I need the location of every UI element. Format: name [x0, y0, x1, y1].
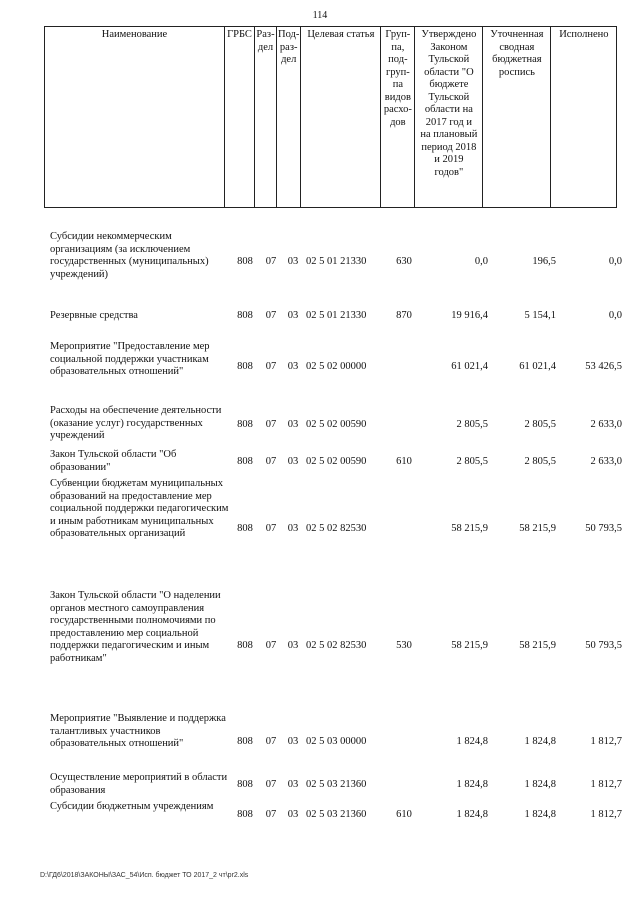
- row-refined: 5 154,1: [524, 310, 556, 321]
- table-row: [44, 713, 624, 769]
- row-article: 02 5 02 82530: [306, 523, 367, 534]
- row-approved: 58 215,9: [451, 523, 488, 534]
- row-grbs: 808: [237, 361, 253, 372]
- row-article: 02 5 01 21330: [306, 310, 367, 321]
- row-podrazdel: 03: [287, 640, 299, 651]
- table-row: [44, 405, 624, 445]
- row-podrazdel: 03: [287, 736, 299, 747]
- table-row: [44, 449, 624, 476]
- row-name: Осуществление мероприятий в области образования: [50, 772, 228, 796]
- row-name: Резервные средства: [50, 310, 138, 321]
- row-approved: 19 916,4: [451, 310, 488, 321]
- row-name: Мероприятие "Выявление и поддержка талантливых участников образовательных отношений": [50, 713, 226, 749]
- row-article: 02 5 02 00590: [306, 456, 367, 467]
- row-podrazdel: 03: [287, 779, 299, 790]
- row-grbs: 808: [237, 456, 253, 467]
- row-razdel: 07: [265, 809, 277, 820]
- row-executed: 50 793,5: [585, 523, 622, 534]
- header-name: Наименование: [45, 27, 225, 208]
- table-row: [44, 310, 624, 324]
- row-article: 02 5 03 21360: [306, 779, 367, 790]
- row-article: 02 5 03 00000: [306, 736, 367, 747]
- row-executed: 0,0: [608, 310, 622, 321]
- row-razdel: 07: [265, 779, 277, 790]
- row-executed: 1 812,7: [590, 809, 622, 820]
- row-razdel: 07: [265, 361, 277, 372]
- row-grbs: 808: [237, 523, 253, 534]
- row-name: Закон Тульской области "О наделении органов местного самоуправления государственными полномочиями по предоставлению мер социальной поддержки педагогическим и иным работникам": [50, 590, 221, 664]
- row-grbs: 808: [237, 310, 253, 321]
- row-grbs: 808: [237, 736, 253, 747]
- row-grbs: 808: [237, 640, 253, 651]
- row-executed: 1 812,7: [590, 736, 622, 747]
- row-podrazdel: 03: [287, 361, 299, 372]
- row-refined: 2 805,5: [524, 419, 556, 430]
- row-name: Мероприятие "Предоставление мер социальной поддержки участникам образовательных отношений": [50, 341, 210, 377]
- row-podrazdel: 03: [287, 523, 299, 534]
- header-approved: Утверждено Законом Тульской области "О бюджете Тульской области на 2017 год и на плановый период 2018 и 2019 годов": [415, 27, 483, 208]
- row-article: 02 5 02 00590: [306, 419, 367, 430]
- header-podrazdel: Под- раз- дел: [277, 27, 301, 208]
- table-row: [44, 341, 624, 397]
- row-approved: 1 824,8: [456, 809, 488, 820]
- row-article: 02 5 02 82530: [306, 640, 367, 651]
- row-grbs: 808: [237, 779, 253, 790]
- header-razdel: Раз- дел: [255, 27, 277, 208]
- row-approved: 58 215,9: [451, 640, 488, 651]
- row-razdel: 07: [265, 640, 277, 651]
- file-path-footer: D:\ГД6\2018\ЗАКОНЫ\ЗАС_54\Исп. бюджет ТО 2017_2 чт\pr2.xls: [40, 872, 249, 879]
- row-name: Субвенции бюджетам муниципальных образований на предоставление мер социальной поддержки педагогическим и иным работникам муниципальных образовательных организаций: [50, 478, 229, 539]
- row-refined: 1 824,8: [524, 809, 556, 820]
- row-article: 02 5 01 21330: [306, 256, 367, 267]
- table-row: [44, 231, 624, 287]
- row-refined: 58 215,9: [519, 640, 556, 651]
- row-razdel: 07: [265, 523, 277, 534]
- row-article: 02 5 03 21360: [306, 809, 367, 820]
- row-group: 870: [396, 310, 412, 321]
- row-approved: 1 824,8: [456, 736, 488, 747]
- header-executed: Исполнено: [551, 27, 617, 208]
- row-podrazdel: 03: [287, 310, 299, 321]
- row-approved: 61 021,4: [451, 361, 488, 372]
- row-name: Расходы на обеспечение деятельности (оказание услуг) государственных учреждений: [50, 405, 222, 441]
- row-razdel: 07: [265, 419, 277, 430]
- row-name: Субсидии бюджетным учреждениям: [50, 801, 214, 812]
- row-grbs: 808: [237, 809, 253, 820]
- row-razdel: 07: [265, 736, 277, 747]
- row-grbs: 808: [237, 256, 253, 267]
- row-refined: 2 805,5: [524, 456, 556, 467]
- row-executed: 0,0: [608, 256, 622, 267]
- row-executed: 2 633,0: [590, 419, 622, 430]
- row-razdel: 07: [265, 310, 277, 321]
- row-group: 610: [396, 809, 412, 820]
- table-row: [44, 772, 624, 799]
- row-refined: 1 824,8: [524, 779, 556, 790]
- row-approved: 1 824,8: [456, 779, 488, 790]
- row-podrazdel: 03: [287, 809, 299, 820]
- row-refined: 1 824,8: [524, 736, 556, 747]
- header-article: Целевая статья: [301, 27, 381, 208]
- row-approved: 0,0: [474, 256, 488, 267]
- row-name: Закон Тульской области "Об образовании": [50, 449, 177, 473]
- row-refined: 196,5: [532, 256, 556, 267]
- row-article: 02 5 02 00000: [306, 361, 367, 372]
- table-row: [44, 590, 624, 702]
- row-executed: 53 426,5: [585, 361, 622, 372]
- row-group: 610: [396, 456, 412, 467]
- row-podrazdel: 03: [287, 456, 299, 467]
- table-row: [44, 478, 624, 578]
- header-refined: Уточненная сводная бюджетная роспись: [483, 27, 551, 208]
- row-razdel: 07: [265, 256, 277, 267]
- page-number: 114: [312, 10, 328, 21]
- row-executed: 1 812,7: [590, 779, 622, 790]
- row-name: Субсидии некоммерческим организациям (за исключением государственных (муниципальных) учреждений): [50, 231, 209, 280]
- row-executed: 2 633,0: [590, 456, 622, 467]
- row-razdel: 07: [265, 456, 277, 467]
- row-executed: 50 793,5: [585, 640, 622, 651]
- row-approved: 2 805,5: [456, 456, 488, 467]
- row-approved: 2 805,5: [456, 419, 488, 430]
- row-refined: 61 021,4: [519, 361, 556, 372]
- table-row: [44, 801, 624, 828]
- header-grbs: ГРБС: [225, 27, 255, 208]
- row-refined: 58 215,9: [519, 523, 556, 534]
- row-podrazdel: 03: [287, 256, 299, 267]
- row-group: 630: [396, 256, 412, 267]
- table-header: [44, 26, 617, 208]
- row-podrazdel: 03: [287, 419, 299, 430]
- row-grbs: 808: [237, 419, 253, 430]
- row-group: 530: [396, 640, 412, 651]
- header-group: Груп- па, под- груп- па видов расхо- дов: [381, 27, 415, 208]
